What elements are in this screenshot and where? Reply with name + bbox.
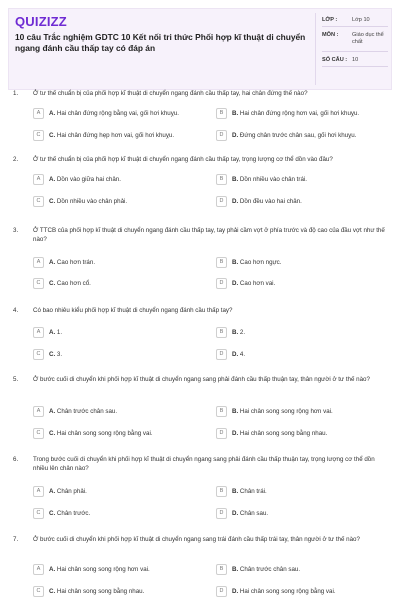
option-c[interactable]: [33, 196, 203, 208]
option-text: Dồn vào giữa hai chân.: [56, 176, 121, 183]
question-text: Có bao nhiêu kiểu phối hợp kĩ thuật di chuyển ngang đánh cầu thấp tay?: [33, 307, 233, 314]
worksheet-header: [8, 8, 392, 90]
option-text: Hai chân song song bằng nhau.: [56, 588, 145, 595]
option-letter-box: D: [216, 278, 227, 289]
option-d[interactable]: [216, 349, 386, 361]
option-letter-box: C: [33, 428, 44, 439]
option-d[interactable]: [216, 586, 386, 598]
question-text: Ở bước cuối di chuyển khi phối hợp kĩ thuật di chuyển ngang sang trái đánh cầu thấp trái tay, thân người ở tư thế nào?: [33, 536, 360, 543]
option-text: Chân sau.: [239, 510, 269, 517]
option-letter-box: A: [33, 108, 44, 119]
option-d[interactable]: [216, 508, 386, 520]
option-text: Hai chân đứng rộng hơn vai, gối hơi khuỵu.: [239, 110, 360, 117]
option-b[interactable]: [216, 327, 386, 339]
question-number: 2.: [13, 156, 19, 163]
option-b[interactable]: [216, 564, 386, 576]
option-letter-box: D: [216, 349, 227, 360]
option-text: Chân trước.: [56, 510, 91, 517]
meta-class-label: LỚP :: [322, 17, 338, 23]
option-a[interactable]: [33, 108, 203, 120]
option-letter-box: A: [33, 564, 44, 575]
option-text: Cao hơn ngực.: [239, 259, 282, 266]
option-key: C.: [49, 198, 56, 205]
option-key: B.: [232, 110, 239, 117]
option-key: B.: [232, 176, 239, 183]
option-d[interactable]: [216, 278, 386, 290]
option-key: A.: [49, 329, 56, 336]
option-key: D.: [232, 198, 239, 205]
option-c[interactable]: [33, 130, 203, 142]
option-key: A.: [49, 408, 56, 415]
question-text: Ở bước cuối di chuyển khi phối hợp kĩ thuật di chuyển ngang sang phải đánh cầu thấp thuận tay, thân người ở tư thế nào?: [33, 376, 370, 383]
option-letter-box: C: [33, 278, 44, 289]
option-letter-box: A: [33, 257, 44, 268]
option-letter-box: D: [216, 196, 227, 207]
option-text: Cao hơn vai.: [239, 280, 276, 287]
question-text: Ở TTCB của phối hợp kĩ thuật di chuyển ngang đánh cầu thấp tay, tay phải cầm vợt ở phía trước và độ cao của đầu vợt như thế nào?: [33, 227, 385, 243]
option-letter-box: A: [33, 406, 44, 417]
option-a[interactable]: [33, 486, 203, 498]
option-b[interactable]: [216, 486, 386, 498]
meta-count-value: 10: [352, 57, 359, 63]
question-number: 1.: [13, 90, 19, 97]
option-text: Chân phải.: [56, 488, 87, 495]
option-a[interactable]: [33, 174, 203, 186]
option-letter-box: D: [216, 428, 227, 439]
header-divider: [315, 13, 316, 85]
option-key: D.: [232, 351, 239, 358]
option-letter-box: D: [216, 508, 227, 519]
option-key: D.: [232, 132, 239, 139]
option-letter-box: A: [33, 327, 44, 338]
option-text: Chân trái.: [239, 488, 267, 495]
option-key: C.: [49, 280, 56, 287]
option-key: A.: [49, 259, 56, 266]
option-a[interactable]: [33, 564, 203, 576]
option-key: A.: [49, 110, 56, 117]
option-text: 3.: [56, 351, 63, 358]
option-letter-box: B: [216, 564, 227, 575]
option-text: Chân trước chân sau.: [239, 566, 301, 573]
option-d[interactable]: [216, 428, 386, 440]
option-c[interactable]: [33, 278, 203, 290]
option-letter-box: B: [216, 257, 227, 268]
quizizz-logo: QUIZIZZ: [15, 14, 67, 29]
option-text: Đứng chân trước chân sau, gối hơi khuỵu.: [239, 132, 357, 139]
option-text: Dồn nhiều vào chân phải.: [56, 198, 128, 205]
option-letter-box: A: [33, 486, 44, 497]
option-a[interactable]: [33, 257, 203, 269]
option-b[interactable]: [216, 406, 386, 418]
question-number: 3.: [13, 227, 19, 234]
question-number: 7.: [13, 536, 19, 543]
option-text: Cao hơn trán.: [56, 259, 96, 266]
option-key: C.: [49, 132, 56, 139]
option-letter-box: D: [216, 586, 227, 597]
option-letter-box: B: [216, 174, 227, 185]
option-key: B.: [232, 259, 239, 266]
option-key: C.: [49, 510, 56, 517]
option-letter-box: C: [33, 130, 44, 141]
option-key: B.: [232, 408, 239, 415]
option-c[interactable]: [33, 586, 203, 598]
option-key: D.: [232, 430, 239, 437]
option-key: A.: [49, 566, 56, 573]
question-text: Ở tư thế chuẩn bị của phối hợp kĩ thuật di chuyển ngang đánh cầu thấp tay, trọng lượng cơ thể dồn vào đâu?: [33, 156, 333, 163]
option-key: A.: [49, 488, 56, 495]
option-letter-box: B: [216, 406, 227, 417]
option-d[interactable]: [216, 196, 386, 208]
question-number: 6.: [13, 456, 19, 463]
meta-subject-label: MÔN :: [322, 32, 339, 38]
option-c[interactable]: [33, 508, 203, 520]
option-a[interactable]: [33, 327, 203, 339]
option-key: C.: [49, 430, 56, 437]
option-letter-box: C: [33, 586, 44, 597]
option-text: 2.: [239, 329, 246, 336]
option-letter-box: C: [33, 196, 44, 207]
option-text: Hai chân song song rộng hơn vai.: [56, 566, 150, 573]
option-c[interactable]: [33, 349, 203, 361]
option-text: Hai chân đứng rộng bằng vai, gối hơi khuỵu.: [56, 110, 179, 117]
option-a[interactable]: [33, 406, 203, 418]
question-text: Trong bước cuối di chuyển khi phối hợp kĩ thuật di chuyển ngang sang phải đánh cầu thấp thuận tay, trọng lượng cơ thể dồn nhiều lên chân nào?: [33, 456, 375, 472]
option-text: Hai chân song song rộng bằng vai.: [239, 588, 336, 595]
option-text: Hai chân đứng hẹp hơn vai, gối hơi khuỵu.: [56, 132, 175, 139]
option-key: D.: [232, 588, 239, 595]
option-text: Chân trước chân sau.: [56, 408, 118, 415]
option-text: Hai chân song song rộng hơn vai.: [239, 408, 333, 415]
option-key: A.: [49, 176, 56, 183]
option-text: Dồn đều vào hai chân.: [239, 198, 302, 205]
option-letter-box: B: [216, 486, 227, 497]
option-text: Cao hơn cổ.: [56, 280, 91, 287]
page-title: 10 câu Trắc nghiệm GDTC 10 Kết nối tri thức Phối hợp kĩ thuật di chuyển ngang đánh cầu thấp tay có đáp án: [15, 32, 306, 53]
option-key: B.: [232, 329, 239, 336]
meta-class-value: Lớp 10: [352, 17, 370, 23]
option-text: Hai chân song song bằng nhau.: [239, 430, 328, 437]
option-text: Hai chân song song rộng bằng vai.: [56, 430, 153, 437]
option-letter-box: B: [216, 327, 227, 338]
option-key: C.: [49, 351, 56, 358]
meta-count-label: SỐ CÂU :: [322, 57, 348, 63]
option-letter-box: B: [216, 108, 227, 119]
option-letter-box: C: [33, 349, 44, 360]
option-text: 4.: [239, 351, 246, 358]
meta-subject-value: Giáo dục thể chất: [352, 32, 384, 45]
question-text: Ở tư thế chuẩn bị của phối hợp kĩ thuật di chuyển ngang đánh cầu thấp tay, hai chân đứng thế nào?: [33, 90, 308, 97]
option-b[interactable]: [216, 257, 386, 269]
option-text: 1.: [56, 329, 63, 336]
option-b[interactable]: [216, 108, 386, 120]
option-letter-box: A: [33, 174, 44, 185]
question-number: 5.: [13, 376, 19, 383]
option-text: Dồn nhiều vào chân trái.: [239, 176, 307, 183]
option-letter-box: C: [33, 508, 44, 519]
option-d[interactable]: [216, 130, 386, 142]
option-key: C.: [49, 588, 56, 595]
question-number: 4.: [13, 307, 19, 314]
option-c[interactable]: [33, 428, 203, 440]
option-key: B.: [232, 566, 239, 573]
option-key: D.: [232, 280, 239, 287]
option-key: D.: [232, 510, 239, 517]
option-letter-box: D: [216, 130, 227, 141]
option-key: B.: [232, 488, 239, 495]
option-b[interactable]: [216, 174, 386, 186]
